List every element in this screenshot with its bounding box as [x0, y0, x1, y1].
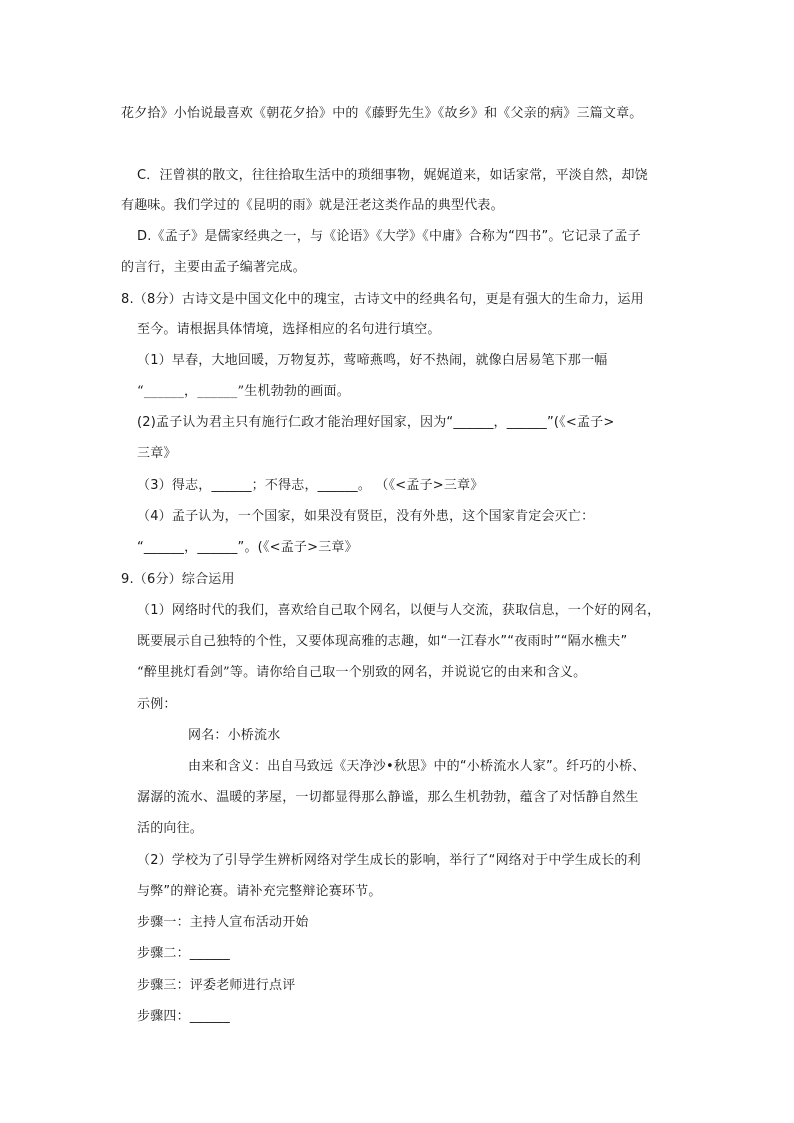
example-origin-line-1: 由来和含义：出自马致远《天净沙•秋思》中的“小桥流水人家”。纤巧的小桥、 [188, 759, 646, 774]
example-label: 示例： [137, 697, 177, 712]
text-line-1: 花夕拾》小怡说最喜欢《朝花夕拾》中的《藤野先生》《故乡》和《父亲的病》三篇文章。 [121, 106, 643, 121]
example-origin-line-2: 潺潺的流水、温暖的茅屋，一切都显得那么静谧，那么生机勃勃，蕴含了对恬静自然生 [137, 790, 639, 805]
q8-item-1-line-2: “______，______”生机勃勃的画面。 [137, 384, 350, 399]
q8-item-2-line-1: (2)孟子认为君主只有施行仁政才能治理好国家，因为“______，______”(《<孟子> [137, 415, 615, 430]
example-nickname: 网名：小桥流水 [188, 728, 281, 743]
option-c-line-2: 有趣味。我们学过的《昆明的雨》就是汪老这类作品的典型代表。 [121, 198, 504, 213]
step-1: 步骤一：主持人宣布活动开始 [137, 915, 309, 930]
q9-item-2-line-1: （2）学校为了引导学生辨析网络对学生成长的影响，举行了“网络对于中学生成长的利 [137, 853, 641, 868]
option-c-line-1: C．汪曾祺的散文，往往拾取生活中的琐细事物，娓娓道来，如话家常，平淡自然，却饶 [137, 168, 648, 183]
question-9-title: 9.（6分）综合运用 [121, 572, 235, 587]
step-4: 步骤四：______ [137, 1009, 231, 1024]
example-origin-line-3: 活的向往。 [137, 821, 204, 836]
question-8-line-2: 至今。请根据具体情境，选择相应的名句进行填空。 [137, 322, 441, 337]
step-3: 步骤三：评委老师进行点评 [137, 978, 296, 993]
q8-item-3: （3）得志，______；不得志，______。 （《<孟子>三章》 [137, 478, 484, 493]
q8-item-2-line-2: 三章》 [137, 446, 177, 461]
q9-item-1-line-3: “醉里挑灯看剑”等。请你给自己取一个别致的网名，并说说它的由来和含义。 [137, 665, 587, 680]
q9-item-2-line-2: 与弊”的辩论赛。请补充完整辩论赛环节。 [137, 884, 382, 899]
q9-item-1-line-1: （1）网络时代的我们，喜欢给自己取个网名，以便与人交流，获取信息，一个好的网名， [137, 603, 661, 618]
q8-item-4-line-1: （4）孟子认为，一个国家，如果没有贤臣，没有外患，这个国家肯定会灭亡： [137, 509, 595, 524]
q9-item-1-line-2: 既要展示自己独特的个性，又要体现高雅的志趣，如“一江春水”“夜雨时”“隔水樵夫” [137, 634, 628, 649]
q8-item-4-line-2: “______，______”。(《<孟子>三章》 [137, 540, 358, 555]
option-d-line-2: 的言行，主要由孟子编著完成。 [121, 260, 306, 275]
question-8-title: 8.（8分）古诗文是中国文化中的瑰宝，古诗文中的经典名句，更是有强大的生命力，运用 [121, 292, 644, 307]
option-d-line-1: D.《孟子》是儒家经典之一，与《论语》《大学》《中庸》合称为“四书”。它记录了孟子 [137, 229, 641, 244]
step-2: 步骤二：______ [137, 946, 231, 961]
q8-item-1-line-1: （1）早春，大地回暖，万物复苏，莺啼燕鸣，好不热闹，就像白居易笔下那一幅 [137, 353, 608, 368]
